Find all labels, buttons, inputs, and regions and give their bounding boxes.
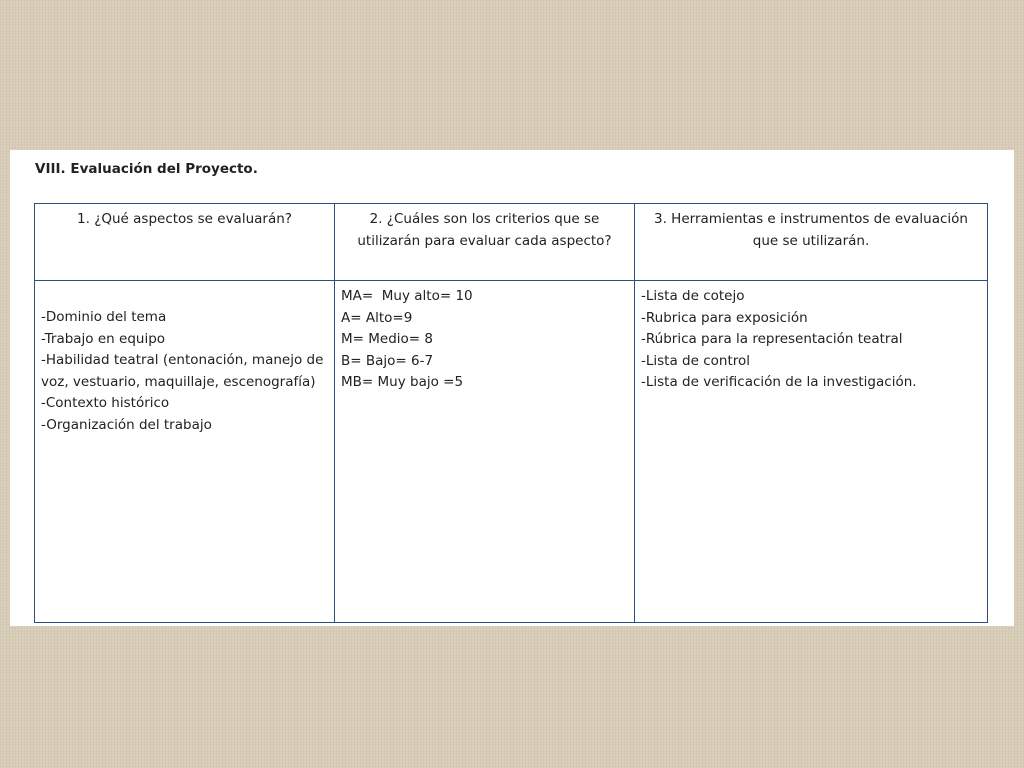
table-row [35, 281, 988, 623]
criteria-cell [335, 281, 635, 623]
document-page [10, 150, 1014, 626]
criteria-item: A= Alto=9 [341, 309, 413, 326]
header-aspects: 1. ¿Qué aspectos se evaluarán? [35, 204, 335, 281]
section-title: VIII. Evaluación del Proyecto. [35, 161, 258, 177]
header-criteria: 2. ¿Cuáles son los criterios que se utilizarán para evaluar cada aspecto? [335, 204, 635, 281]
tool-item: -Lista de cotejo [641, 288, 745, 304]
evaluation-table [34, 203, 988, 623]
aspect-item: -Organización del trabajo [41, 416, 212, 433]
table-border-stub [34, 592, 35, 612]
tool-item: -Lista de control [641, 352, 750, 369]
aspects-cell [35, 281, 335, 623]
criteria-item: MB= Muy bajo =5 [341, 374, 464, 390]
header-tools: 3. Herramientas e instrumentos de evaluación que se utilizarán. [635, 204, 988, 281]
tool-item: -Rubrica para exposición [641, 309, 808, 326]
table-header-row [35, 204, 988, 281]
tool-item: -Lista de verificación de la investigación. [641, 374, 917, 390]
aspect-item: -Contexto histórico [41, 395, 170, 411]
criteria-item: M= Medio= 8 [341, 331, 433, 347]
aspect-item: -Dominio del tema [41, 309, 167, 325]
criteria-item: MA= Muy alto= 10 [341, 288, 473, 304]
aspect-item: -Trabajo en equipo [41, 330, 166, 347]
aspect-item: -Habilidad teatral (entonación, manejo de voz, vestuario, maquillaje, escenografía) [41, 352, 324, 390]
tools-cell [635, 281, 988, 623]
tool-item: -Rúbrica para la representación teatral [641, 331, 903, 347]
criteria-item: B= Bajo= 6-7 [341, 352, 434, 369]
